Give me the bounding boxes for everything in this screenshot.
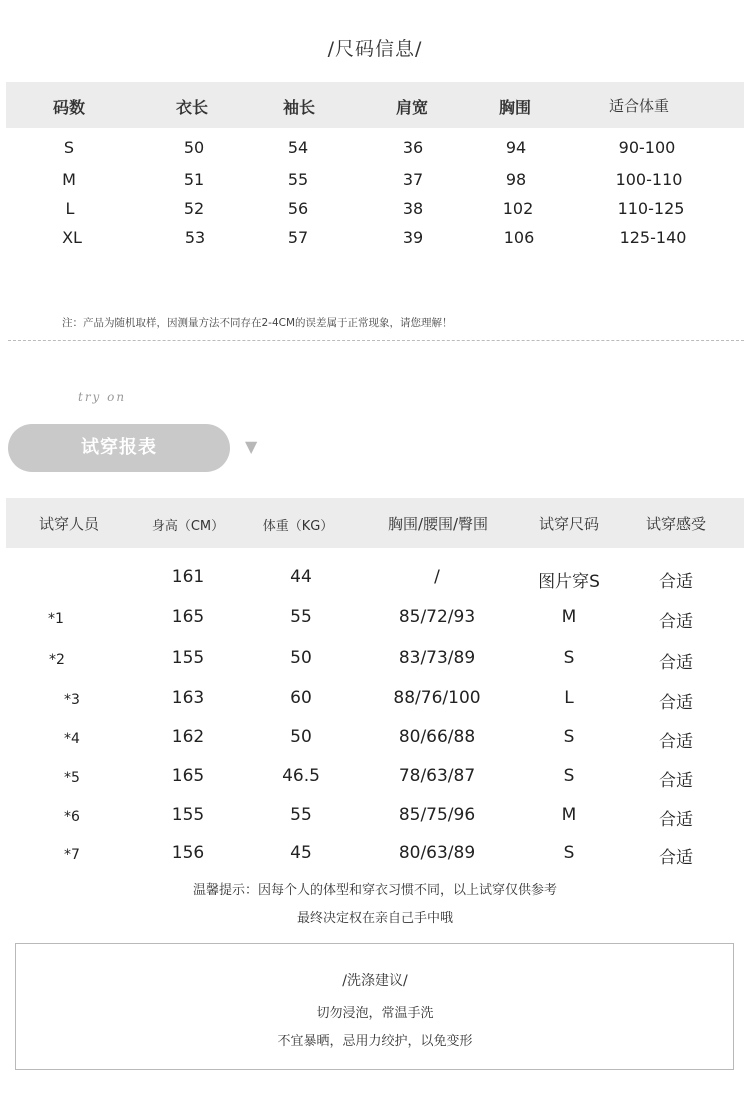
tryon-table-row <box>0 567 750 595</box>
tryon-cell: 图片穿S <box>538 572 600 592</box>
tryon-cell: 合适 <box>659 693 693 713</box>
tryon-cell: 78/63/87 <box>398 766 476 786</box>
size-cell: 57 <box>287 228 309 247</box>
size-cell: M <box>62 170 76 189</box>
tryon-cell: 45 <box>290 843 312 863</box>
tryon-table-header <box>6 498 744 548</box>
tryon-cell: S <box>563 648 575 668</box>
header-tester: 试穿人员 <box>38 515 100 533</box>
triangle-down-icon: ▼ <box>245 437 258 456</box>
header-sleeve: 袖长 <box>282 98 316 117</box>
tryon-cell: *4 <box>64 731 80 747</box>
size-cell: L <box>65 199 75 218</box>
tryon-table-row <box>0 727 750 755</box>
tryon-cell: *7 <box>64 847 80 863</box>
tryon-cell: *1 <box>48 611 64 627</box>
tryon-cell: 合适 <box>659 810 693 830</box>
tryon-cell: 161 <box>171 567 205 587</box>
tryon-cell: 156 <box>171 843 205 863</box>
tryon-cell: 合适 <box>659 848 693 868</box>
size-table-row <box>0 199 750 225</box>
tryon-table-row <box>0 648 750 676</box>
size-cell: 106 <box>503 228 535 247</box>
tryon-cell: *5 <box>64 770 80 786</box>
section-divider <box>8 340 744 341</box>
tryon-cell: S <box>563 843 575 863</box>
tryon-cell: 合适 <box>659 612 693 632</box>
tryon-cell: S <box>563 766 575 786</box>
tryon-cell: 80/63/89 <box>398 843 476 863</box>
tryon-cell: 46.5 <box>282 766 320 786</box>
tryon-cell: 155 <box>171 805 205 825</box>
tryon-cell: 165 <box>171 607 205 627</box>
tryon-cell: L <box>564 688 574 708</box>
wash-advice-line: 不宜暴晒，忌用力绞护，以免变形 <box>277 1034 473 1049</box>
size-cell: 38 <box>402 199 424 218</box>
size-cell: 110-125 <box>617 199 685 218</box>
tryon-tip: 温馨提示：因每个人的体型和穿衣习惯不同，以上试穿仅供参考 <box>192 883 557 898</box>
size-cell: 94 <box>505 138 527 157</box>
tryon-cell: 合适 <box>659 771 693 791</box>
size-table-row <box>0 138 750 164</box>
tryon-cell: 合适 <box>659 653 693 673</box>
header-shoulder: 肩宽 <box>395 98 429 117</box>
tryon-tip-final: 最终决定权在亲自己手中哦 <box>296 911 453 926</box>
size-cell: 51 <box>183 170 205 189</box>
tryon-cell: S <box>563 727 575 747</box>
tryon-cell: 85/72/93 <box>398 607 476 627</box>
tryon-cell: 162 <box>171 727 205 747</box>
tryon-cell: 44 <box>290 567 312 587</box>
tryon-cell: 60 <box>290 688 312 708</box>
tryon-cell: 155 <box>171 648 205 668</box>
tryon-table-row <box>0 688 750 716</box>
size-cell: 52 <box>183 199 205 218</box>
tryon-cell: 55 <box>290 805 312 825</box>
tryon-table-row <box>0 843 750 871</box>
tryon-cell: M <box>561 607 577 627</box>
tryon-cell: *6 <box>64 809 80 825</box>
header-bust: 胸围 <box>498 98 532 117</box>
size-cell: 54 <box>287 138 309 157</box>
header-fit-feel: 试穿感受 <box>645 515 707 533</box>
tryon-table-row <box>0 805 750 833</box>
size-cell: 98 <box>505 170 527 189</box>
header-weight: 体重（KG） <box>262 519 334 534</box>
tryon-table-row <box>0 766 750 794</box>
header-size-code: 码数 <box>52 98 86 117</box>
size-table-row <box>0 170 750 196</box>
wash-advice-title: /洗涤建议/ <box>342 973 408 989</box>
header-height: 身高（CM） <box>151 519 225 534</box>
tryon-cell: *3 <box>64 692 80 708</box>
header-length: 衣长 <box>175 98 209 117</box>
size-cell: 53 <box>184 228 206 247</box>
tryon-table-row <box>0 607 750 635</box>
tryon-cell: 合适 <box>659 732 693 752</box>
tryon-cell: 88/76/100 <box>393 688 481 708</box>
header-tried-size: 试穿尺码 <box>538 515 600 533</box>
size-cell: 90-100 <box>618 138 676 157</box>
size-cell: XL <box>62 228 82 247</box>
tryon-cell: *2 <box>49 652 65 668</box>
size-cell: 125-140 <box>619 228 687 247</box>
tryon-cell: 85/75/96 <box>398 805 476 825</box>
size-cell: 37 <box>402 170 424 189</box>
tryon-report-label: 试穿报表 <box>8 424 230 472</box>
size-table-header <box>6 82 744 128</box>
wash-advice-line: 切勿浸泡，常温手洗 <box>316 1006 434 1021</box>
size-cell: 100-110 <box>615 170 683 189</box>
tryon-cell: 55 <box>290 607 312 627</box>
header-measurements: 胸围/腰围/臀围 <box>387 515 489 533</box>
tryon-cell: 163 <box>171 688 205 708</box>
size-measure-note: 注：产品为随机取样，因测量方法不同存在2-4CM的误差属于正常现象，请您理解！ <box>62 317 453 329</box>
try-on-script-text: try on <box>78 390 127 404</box>
size-cell: 36 <box>402 138 424 157</box>
tryon-cell: 50 <box>290 727 312 747</box>
tryon-cell: 165 <box>171 766 205 786</box>
tryon-cell: 80/66/88 <box>398 727 476 747</box>
tryon-cell: / <box>434 567 440 587</box>
tryon-cell: 83/73/89 <box>398 648 476 668</box>
size-cell: S <box>63 138 75 157</box>
size-table-row <box>0 228 750 254</box>
size-cell: 56 <box>287 199 309 218</box>
size-cell: 55 <box>287 170 309 189</box>
size-cell: 39 <box>402 228 424 247</box>
size-info-title: /尺码信息/ <box>327 38 423 60</box>
header-weight-fit: 适合体重 <box>608 97 670 115</box>
size-cell: 102 <box>502 199 534 218</box>
tryon-cell: 合适 <box>659 572 693 592</box>
size-cell: 50 <box>183 138 205 157</box>
tryon-cell: 50 <box>290 648 312 668</box>
tryon-cell: M <box>561 805 577 825</box>
